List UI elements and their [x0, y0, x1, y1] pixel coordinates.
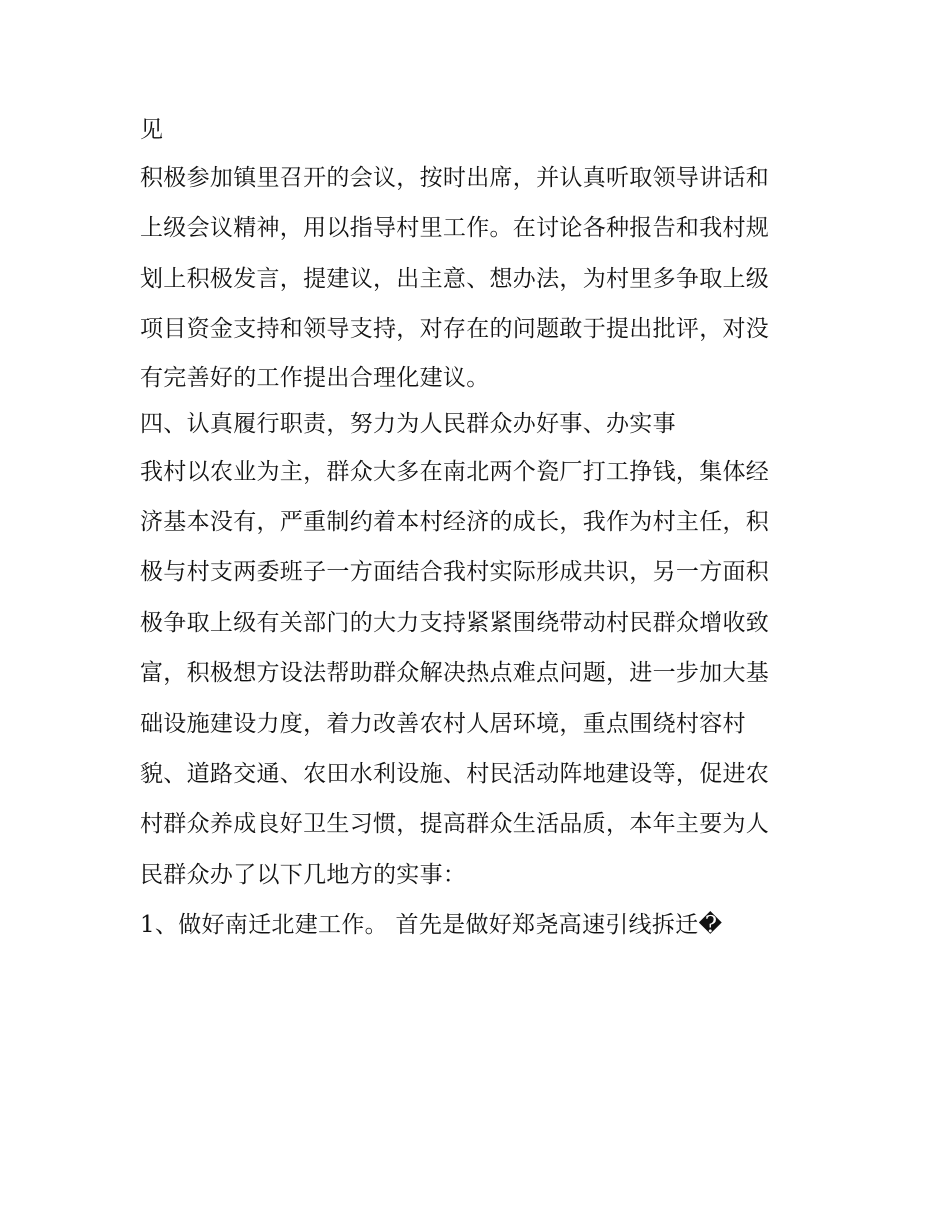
text-line: 见 — [140, 117, 164, 143]
text-line: 积极参加镇里召开的会议，按时出席，并认真听取领导讲话和 — [140, 165, 770, 191]
text-line: 上级会议精神，用以指导村里工作。在讨论各种报告和我村规 — [140, 215, 770, 242]
text-line: 极争取上级有关部门的大力支持紧紧围绕带动村民群众增收致 — [140, 609, 770, 636]
text-line: 础设施建设力度，着力改善农村人居环境，重点围绕村容村 — [140, 710, 746, 737]
text-line: 富，积极想方设法帮助群众解决热点难点问题，进一步加大基 — [140, 660, 770, 687]
text-line: 济基本没有，严重制约着本村经济的成长，我作为村主任，积 — [140, 508, 770, 535]
section-heading: 四、认真履行职责，努力为人民群众办好事、办实事 — [140, 410, 676, 437]
text-line: 划上积极发言，提建议，出主意、想办法，为村里多争取上级 — [140, 265, 770, 292]
text-line: 村群众养成良好卫生习惯，提高群众生活品质，本年主要为人 — [140, 811, 770, 838]
text-line: 民群众办了以下几地方的实事： — [140, 861, 467, 888]
text-line: 我村以农业为主，群众大多在南北两个瓷厂打工挣钱，集体经 — [140, 458, 770, 485]
text-line: 貌、道路交通、农田水利设施、村民活动阵地建设等，促进农 — [140, 760, 770, 787]
text-line: 有完善好的工作提出合理化建议。 — [140, 364, 490, 391]
text-line: 极与村支两委班子一方面结合我村实际形成共识，另一方面积 — [140, 559, 770, 586]
document-body — [140, 107, 820, 950]
list-item: 1、做好南迁北建工作。 首先是做好郑尧高速引线拆迁� — [140, 912, 723, 939]
text-line: 项目资金支持和领导支持，对存在的问题敢于提出批评，对没 — [140, 316, 770, 343]
